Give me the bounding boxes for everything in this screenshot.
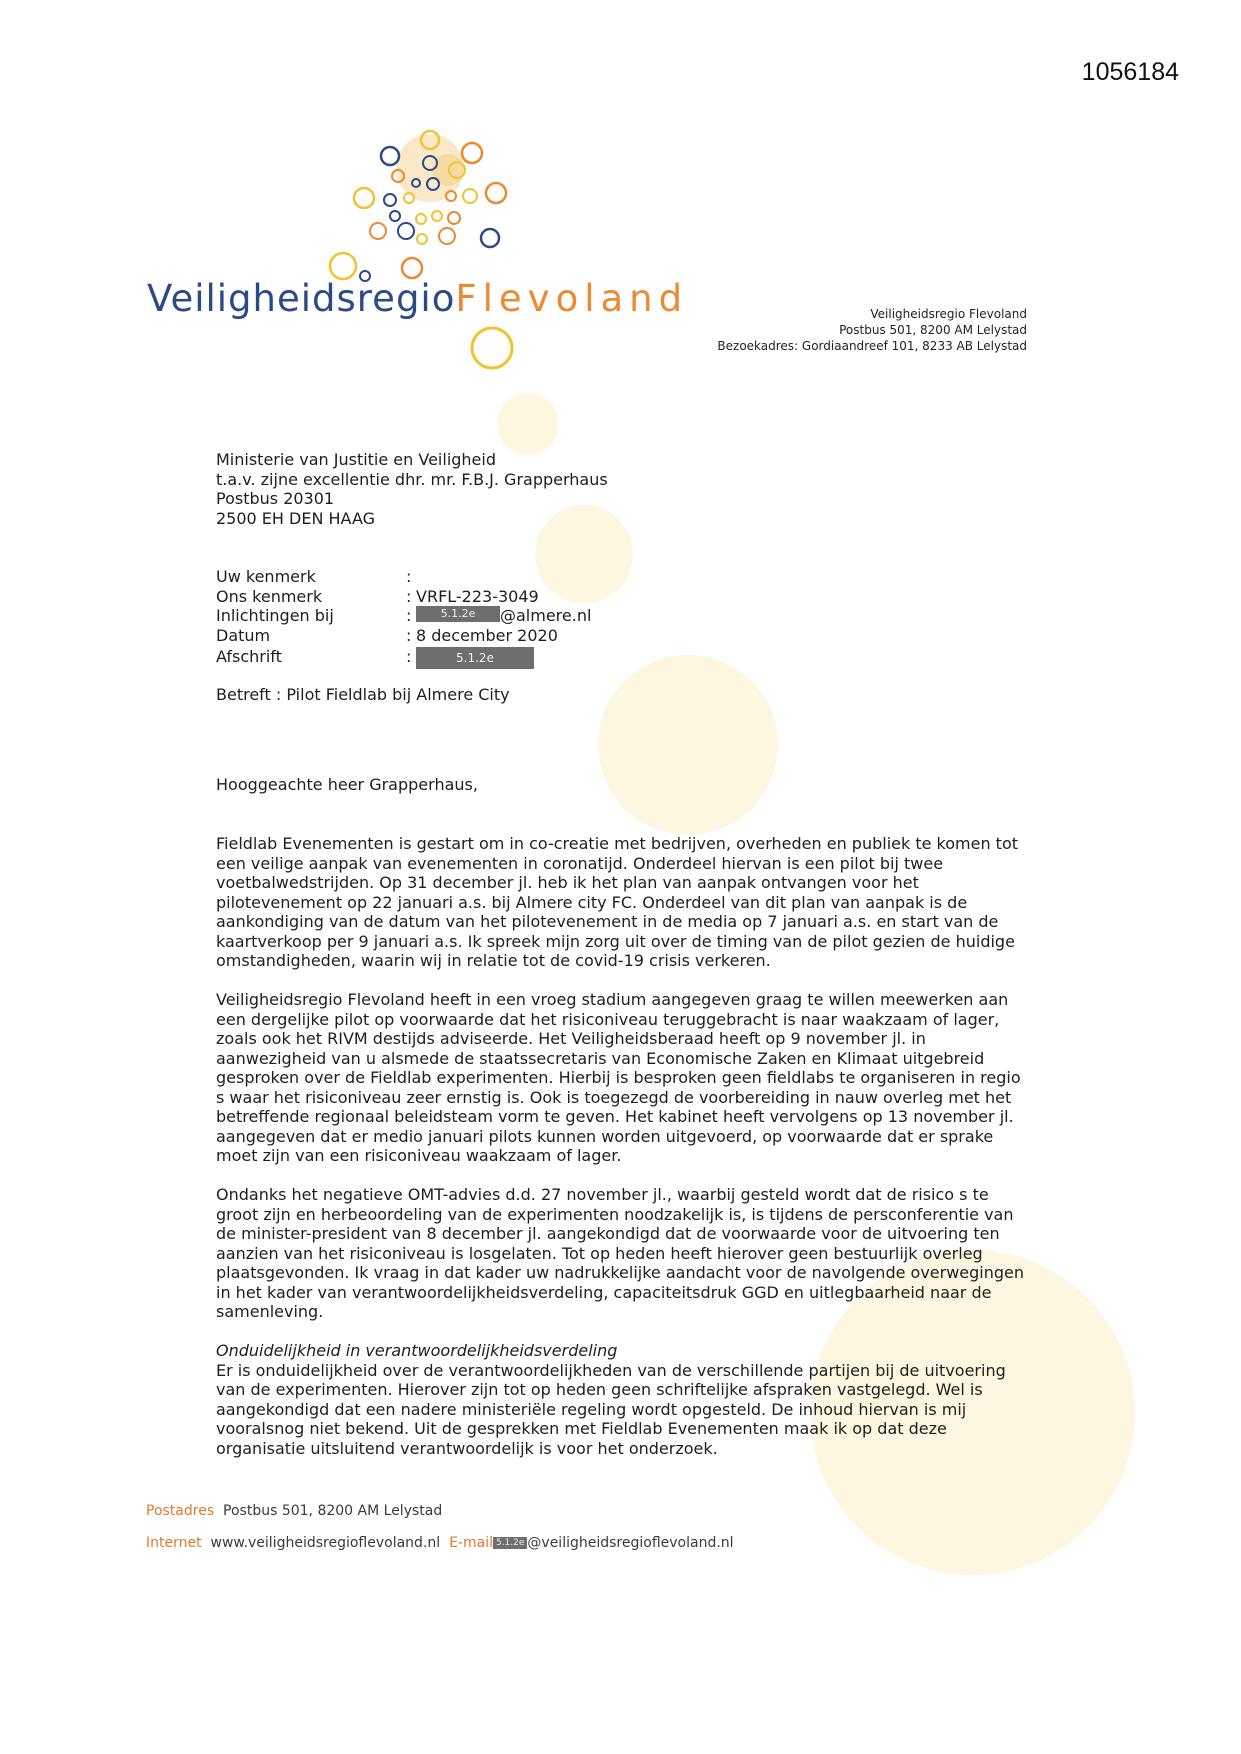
addressee-line: 2500 EH DEN HAAG <box>216 508 375 528</box>
footer-value: Postbus 501, 8200 AM Lelystad <box>223 1503 443 1519</box>
addressee-block <box>216 450 608 528</box>
body-paragraph: Fieldlab Evenementen is gestart om in co-creatie met bedrijven, overheden en publiek te komen tot een veilige aanpak van evenementen in coronatijd. Onderdeel hiervan is een pilot bij twee voetbalwedstrijden. Op 31 december jl. heb ik het plan van aanpak ontvangen voor het pilotevenement op 22 januari a.s. bij Almere city FC. Onderdeel van dit plan van aanpak is de aankondiging van de datum van het pilotevenement in de media op 7 januari a.s. en start van de kaartverkoop per 9 januari a.s. Ik spreek mijn zorg uit over de timing van de pilot gezien de huidige omstandigheden, waarin wij in relatie tot de covid-19 crisis verkeren. <box>216 834 1019 970</box>
logo-text-veiligheidsregio: Veiligheidsregio <box>147 277 456 320</box>
sender-line: Veiligheidsregio Flevoland <box>870 307 1027 321</box>
footer-website: www.veiligheidsregioflevoland.nl <box>210 1535 441 1551</box>
footer-email: @veiligheidsregioflevoland.nl <box>527 1535 734 1551</box>
footer-internet <box>146 1535 734 1551</box>
reference-block <box>216 567 591 667</box>
addressee-line: Postbus 20301 <box>216 489 335 508</box>
redaction-box: 5.1.2e <box>416 647 534 669</box>
meta-row-inlichtingen: Inlichtingen bij : 5.1.2e @almere.nl <box>216 606 592 625</box>
salutation: Hooggeachte heer Grapperhaus, <box>216 775 478 794</box>
body-paragraph: Ondanks het negatieve OMT-advies d.d. 27 november jl., waarbij gesteld wordt dat de risico s te groot zijn en herbeoordeling van de experimenten noodzakelijk is, is tijdens de persconferentie van de minister-president van 8 december jl. aangekondigd dat de voorwaarde voor de uitvoering ten aanzien van het risiconiveau is losgelaten. Tot op heden heeft hierover geen bestuurlijk overleg plaatsgevonden. Ik vraag in dat kader uw nadrukkelijke aandacht voor de navolgende overwegingen in het kader van verantwoordelijkheidsverdeling, capaciteitsdruk GGD en uitlegbaarheid naar de samenleving. <box>216 1185 1025 1321</box>
sender-line: Postbus 501, 8200 AM Lelystad <box>839 323 1027 337</box>
redaction-box: 5.1.2e <box>416 606 500 622</box>
letter-body <box>216 834 1026 1478</box>
redaction-box: 5.1.2e <box>493 1537 527 1549</box>
background-circle <box>598 655 778 835</box>
logo-circles <box>320 118 520 378</box>
footer-postadres <box>146 1503 442 1519</box>
meta-row-afschrift: Afschrift : 5.1.2e <box>216 647 591 667</box>
background-circle <box>497 393 559 455</box>
sender-address <box>717 306 1027 354</box>
logo-wordmark <box>147 277 689 320</box>
footer-label: E-mail <box>449 1535 493 1551</box>
logo-text-flevoland: Flevoland <box>455 277 689 320</box>
body-paragraph: Veiligheidsregio Flevoland heeft in een vroeg stadium aangegeven graag te willen meewerken aan een dergelijke pilot op voorwaarde dat het risiconiveau teruggebracht is naar waakzaam of lager, zoals ook het RIVM destijds adviseerde. Het Veiligheidsberaad heeft op 9 november jl. in aanwezigheid van u alsmede de staatssecretaris van Economische Zaken en Klimaat uitgebreid gesproken over de Fieldlab experimenten. Hierbij is besproken geen fieldlabs te organiseren in regio s waar het risiconiveau zeer ernstig is. Ook is toegezegd de voorbereiding in nauw overleg met het betreffende regionaal beleidsteam vorm te geven. Het kabinet heeft vervolgens op 13 november jl. aangegeven dat er medio januari pilots kunnen worden uitgevoerd, op voorwaarde dat er sprake moet zijn van een risiconiveau waakzaam of lager. <box>216 990 1021 1165</box>
sender-line: Bezoekadres: Gordiaandreef 101, 8233 AB Lelystad <box>717 339 1027 353</box>
section-heading: Onduidelijkheid in verantwoordelijkheidsverdeling <box>216 1341 618 1360</box>
subject-line: Betreft : Pilot Fieldlab bij Almere City <box>216 685 510 704</box>
meta-row-ons-kenmerk: Ons kenmerk : VRFL-223-3049 <box>216 586 539 606</box>
addressee-line: Ministerie van Justitie en Veiligheid <box>216 450 496 469</box>
addressee-line: t.a.v. zijne excellentie dhr. mr. F.B.J. Grapperhaus <box>216 469 608 489</box>
footer-label: Postadres <box>146 1503 215 1519</box>
meta-row-uw-kenmerk: Uw kenmerk : <box>216 567 412 586</box>
document-number: 1056184 <box>1081 58 1179 86</box>
footer-label: Internet <box>146 1535 202 1551</box>
meta-row-datum: Datum : 8 december 2020 <box>216 625 558 645</box>
body-paragraph: Er is onduidelijkheid over de verantwoordelijkheden van de verschillende partijen bij de uitvoering van de experimenten. Hierover zijn tot op heden geen schriftelijke afspraken vastgelegd. Wel is aangekondigd dat een nadere ministeriële regeling wordt opgesteld. De inhoud hiervan is mij vooralsnog niet bekend. Uit de gesprekken met Fieldlab Evenementen maak ik op dat deze organisatie uitsluitend verantwoordelijk is voor het onderzoek. <box>216 1360 1006 1458</box>
